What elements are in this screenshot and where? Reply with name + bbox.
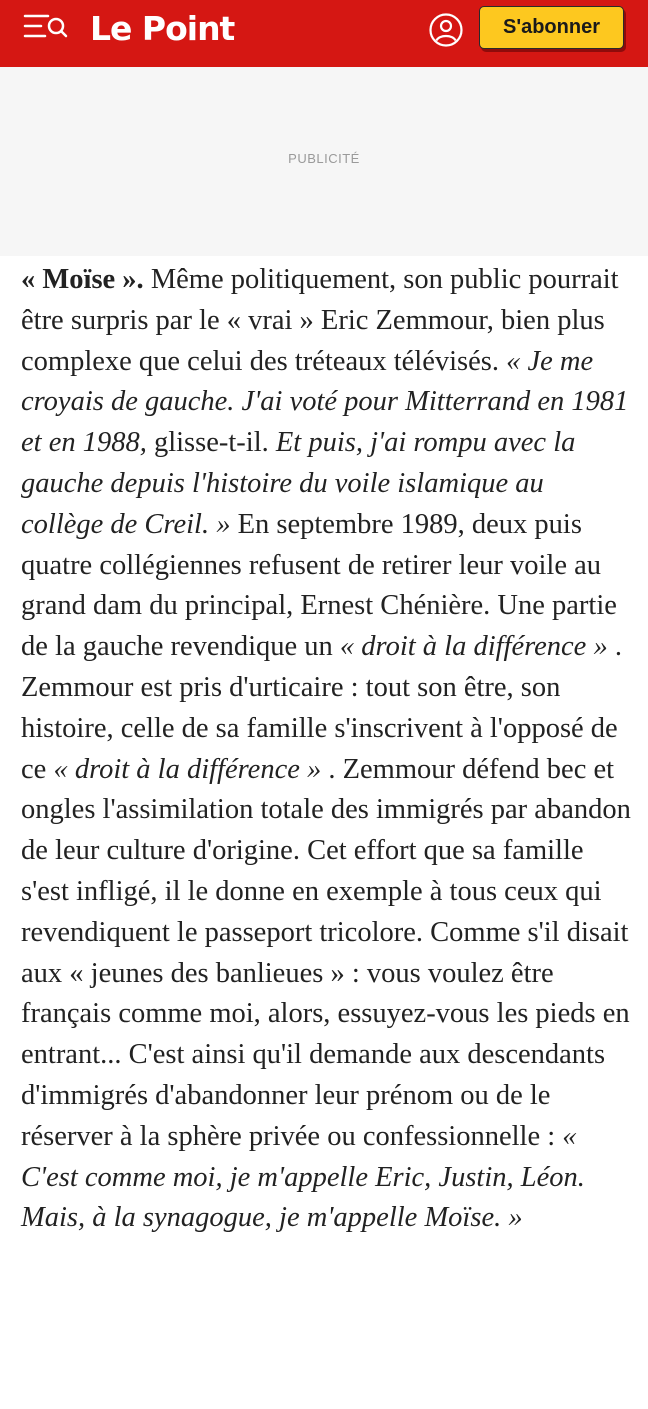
site-header (0, 0, 648, 67)
menu-search-button[interactable] (22, 8, 70, 48)
ad-placeholder (0, 67, 648, 256)
account-button[interactable] (428, 12, 464, 48)
article-text-segment: . Zemmour est pris d'urticaire : tout son être, son histoire, celle de sa famille s'inscrivent à l'opposé de ce (21, 631, 622, 785)
ad-label: PUBLICITÉ (288, 151, 360, 166)
article-quote-segment: « droit à la différence » (53, 753, 322, 785)
site-logo[interactable]: Le Point (90, 9, 235, 48)
article-text-segment: glisse-t-il. (146, 427, 276, 459)
article-quote-segment: « Je me croyais de gauche. J'ai voté pour Mitterrand en 1981 et en 1988, (21, 345, 629, 459)
subscribe-button[interactable]: S'abonner (479, 6, 624, 49)
article-text-segment: En septembre 1989, deux puis quatre collégiennes refusent de retirer leur voile au grand dam du principal, Ernest Chénière. Une partie de la gauche revendique un (21, 508, 617, 663)
article-text-segment: « Moïse ». (21, 264, 144, 295)
article-quote-segment: « C'est comme moi, je m'appelle Eric, Justin, Léon. Mais, à la synagogue, je m'appelle Moïse. » (21, 1120, 585, 1234)
article-text-segment: Même politiquement, son public pourrait être surpris par le « vrai » Eric Zemmour, bien plus complexe que celui des tréteaux télévisés. (21, 264, 619, 377)
article-body (21, 260, 631, 1239)
menu-search-icon (22, 8, 70, 48)
article-quote-segment: « droit à la différence » (339, 631, 608, 663)
article-quote-segment: Et puis, j'ai rompu avec la gauche depuis l'histoire du voile islamique au collège de Creil. » (21, 427, 576, 540)
article-text-segment: . Zemmour défend bec et ongles l'assimilation totale des immigrés par abandon de leur culture d'origine. Cet effort que sa famille s'est infligé, il le donne en exemple à tous ceux qui revendiquent le passeport tricolore. Comme s'il disait aux « jeunes des banlieues » : vous voulez être français comme moi, alors, essuyez-vous les pieds en entrant... C'est ainsi qu'il demande aux descendants d'immigrés d'abandonner leur prénom ou de le réserver à la sphère privée ou confessionnelle : (21, 753, 631, 1152)
user-account-icon (428, 12, 464, 48)
